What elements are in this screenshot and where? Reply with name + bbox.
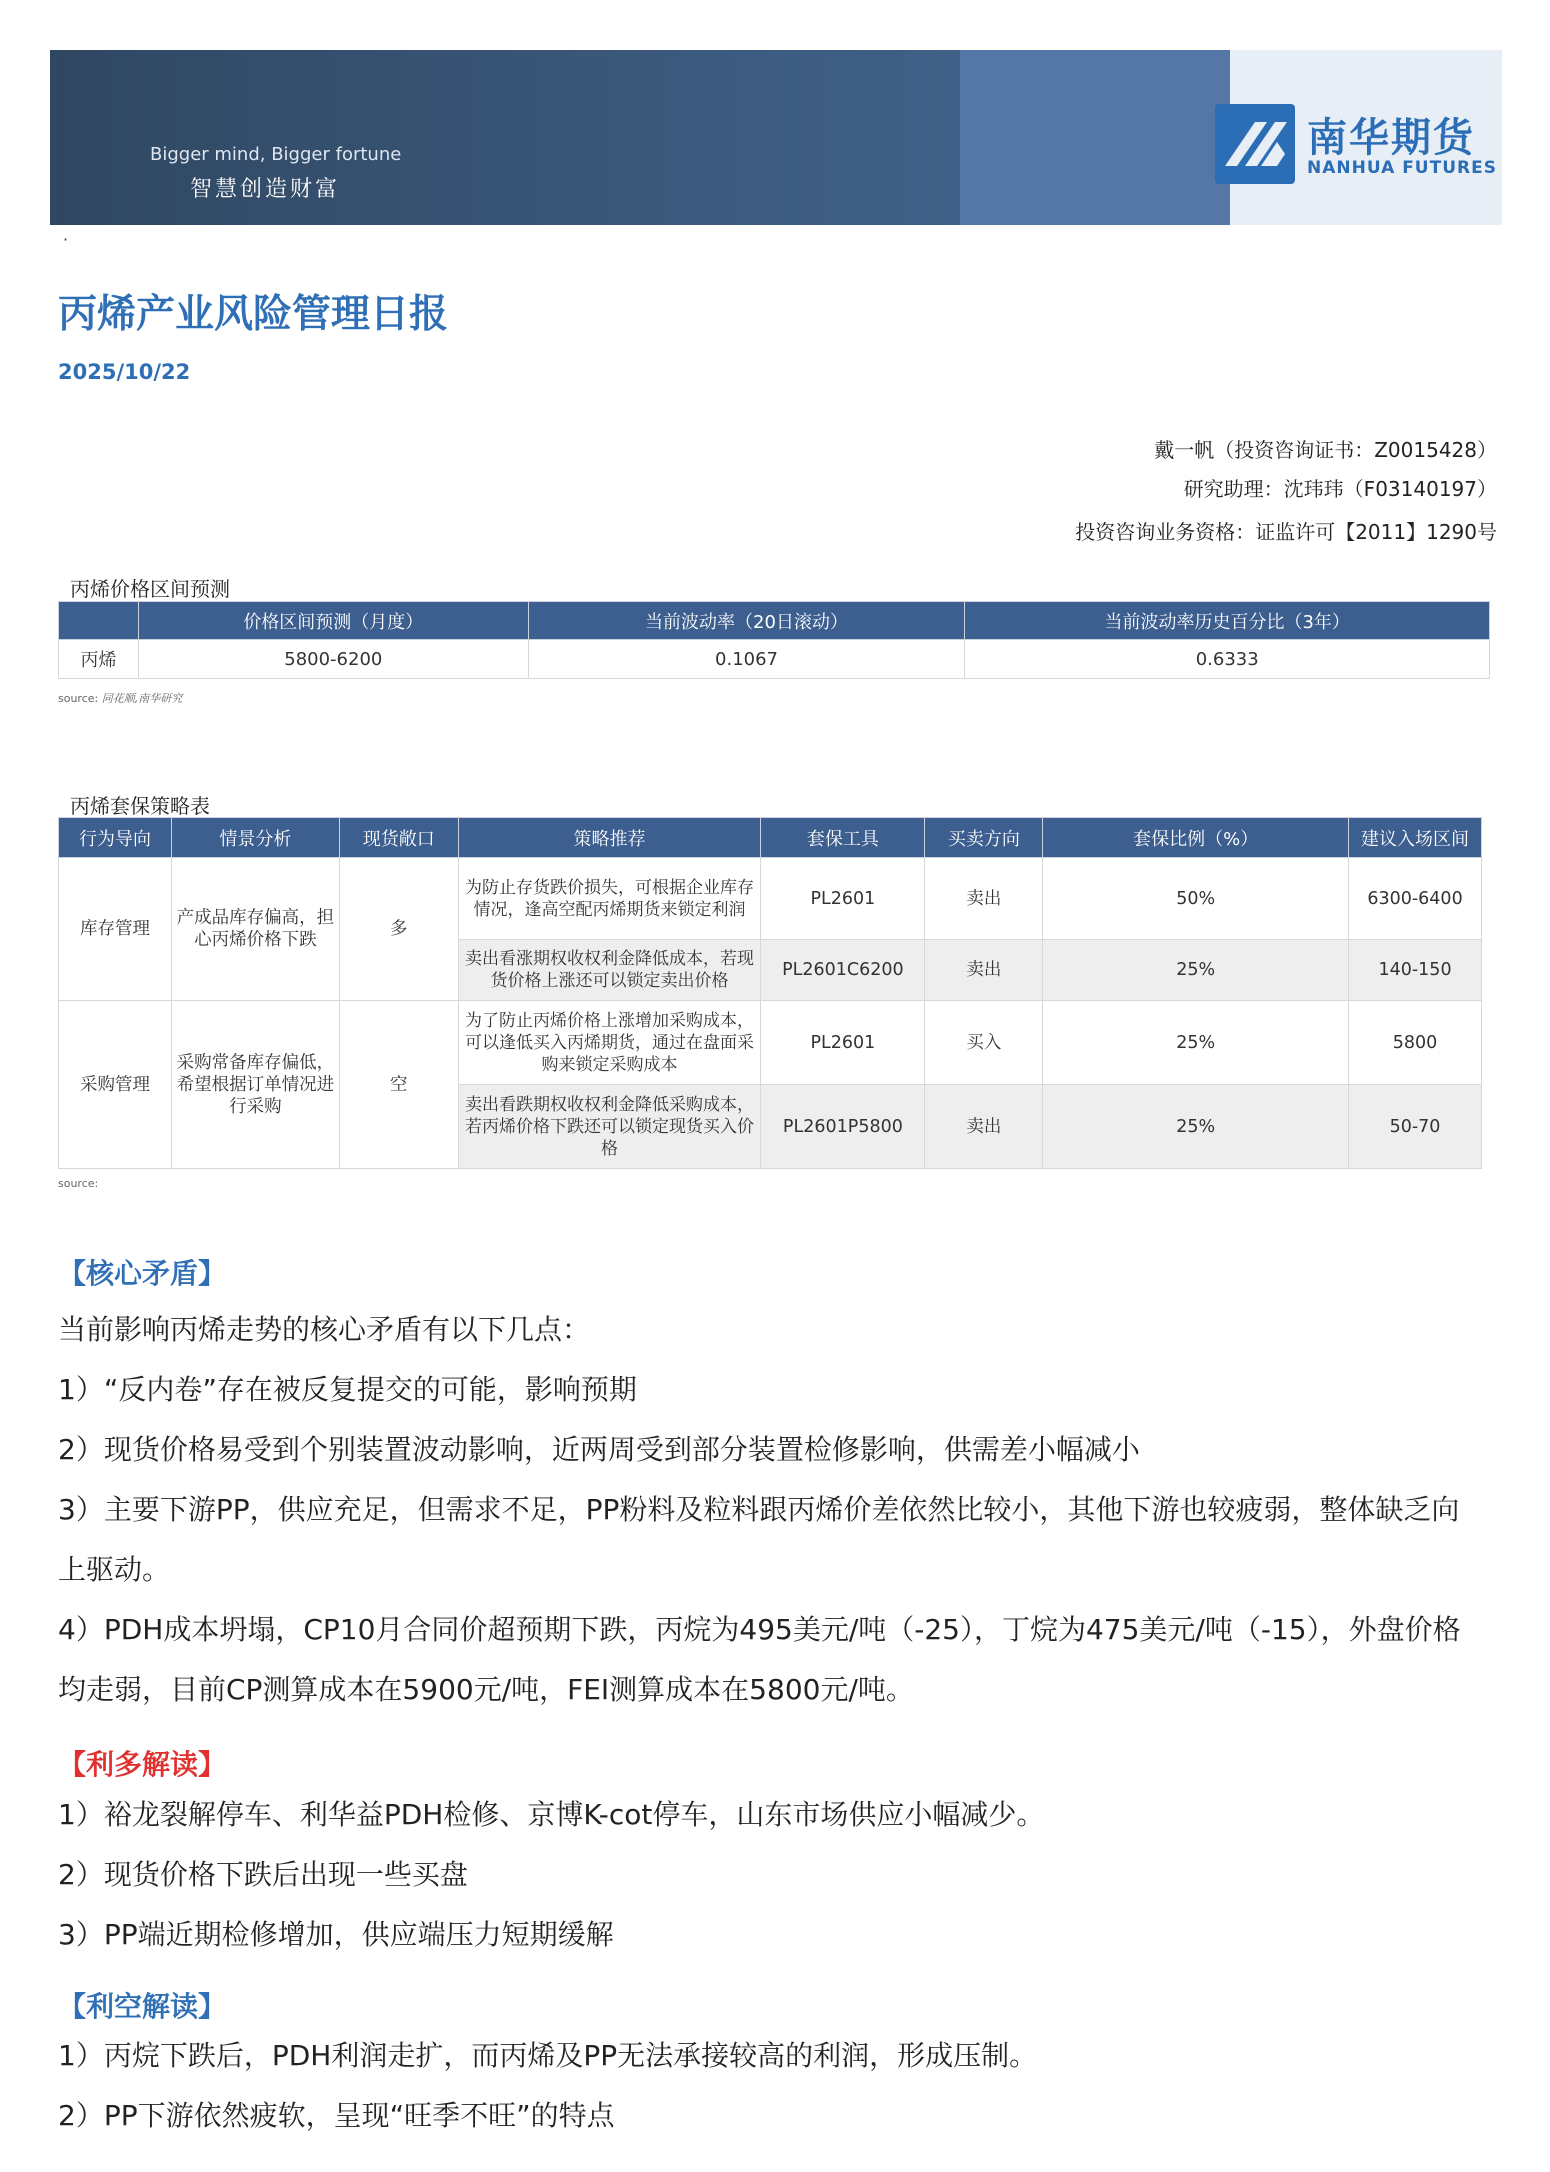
core-intro: 当前影响丙烯走势的核心矛盾有以下几点： [58, 1313, 591, 1346]
range-cell: 140-150 [1349, 940, 1482, 1001]
table-header-row [59, 602, 1490, 640]
range-cell: 50-70 [1349, 1085, 1482, 1169]
tool-cell: PL2601P5800 [761, 1085, 925, 1169]
scenario-cell: 采购常备库存偏低，希望根据订单情况进行采购 [171, 1001, 339, 1169]
behavior-cell: 库存管理 [59, 858, 172, 1001]
table-header: 策略推荐 [458, 818, 761, 858]
section-heading-core: 【核心矛盾】 [58, 1257, 227, 1290]
price-table-caption: 丙烯价格区间预测 [70, 577, 230, 601]
hedge-table-source [58, 1177, 98, 1190]
direction-cell: 卖出 [925, 940, 1043, 1001]
core-point: 4）PDH成本坍塌，CP10月合同价超预期下跌，丙烷为495美元/吨（-25），丁烷为475美元/吨（-15），外盘价格均走弱，目前CP测算成本在5900元/吨，FEI测算成本在5800元/吨。 [58, 1613, 1461, 1706]
slogan-chinese: 智慧创造财富 [190, 177, 341, 202]
slogan-english: Bigger mind, Bigger fortune [150, 144, 402, 165]
bullish-point: 1）裕龙裂解停车、利华益PDH检修、京博K-cot停车，山东市场供应小幅减少。 [58, 1798, 1045, 1831]
core-point: 2）现货价格易受到个别装置波动影响，近两周受到部分装置检修影响，供需差小幅减小 [58, 1433, 1140, 1466]
logo-text-en: NANHUA FUTURES [1307, 158, 1497, 178]
scenario-cell: 产成品库存偏高，担心丙烯价格下跌 [171, 858, 339, 1001]
bullish-point: 2）现货价格下跌后出现一些买盘 [58, 1858, 468, 1891]
report-title: 丙烯产业风险管理日报 [58, 292, 449, 337]
table-header: 当前波动率（20日滚动） [528, 602, 965, 640]
behavior-cell: 采购管理 [59, 1001, 172, 1169]
strategy-cell: 为防止存货跌价损失，可根据企业库存情况，逢高空配丙烯期货来锁定利润 [458, 858, 761, 940]
table-header: 套保工具 [761, 818, 925, 858]
range-cell: 6300-6400 [1349, 858, 1482, 940]
table-header-row [59, 818, 1482, 858]
ratio-cell: 25% [1043, 1085, 1349, 1169]
strategy-cell: 为了防止丙烯价格上涨增加采购成本，可以逢低买入丙烯期货，通过在盘面采购来锁定采购成本 [458, 1001, 761, 1085]
table-header [59, 602, 139, 640]
author-analyst: 戴一帆（投资咨询证书：Z0015428） [1154, 438, 1497, 462]
exposure-cell: 多 [339, 858, 458, 1001]
table-row [59, 1001, 1482, 1085]
table-header: 行为导向 [59, 818, 172, 858]
tool-cell: PL2601 [761, 858, 925, 940]
table-header: 套保比例（%） [1043, 818, 1349, 858]
table-row [59, 858, 1482, 940]
table-cell: 0.6333 [965, 640, 1490, 679]
price-table-source [58, 690, 182, 706]
bearish-section-body [58, 2026, 1478, 2146]
table-header: 建议入场区间 [1349, 818, 1482, 858]
qualification-license: 投资咨询业务资格：证监许可【2011】1290号 [1075, 520, 1497, 544]
author-assistant: 研究助理：沈玮玮（F03140197） [1183, 477, 1497, 501]
tool-cell: PL2601C6200 [761, 940, 925, 1001]
core-section-body [58, 1300, 1478, 1720]
report-date: 2025/10/22 [58, 360, 191, 384]
bearish-point: 1）丙烷下跌后，PDH利润走扩，而丙烯及PP无法承接较高的利润，形成压制。 [58, 2039, 1038, 2072]
exposure-cell: 空 [339, 1001, 458, 1169]
source-text: 同花顺,南华研究 [101, 692, 183, 705]
table-header: 买卖方向 [925, 818, 1043, 858]
company-logo [1215, 104, 1500, 184]
table-header: 价格区间预测（月度） [138, 602, 528, 640]
price-forecast-table [58, 601, 1490, 679]
bullish-section-body [58, 1785, 1478, 1965]
table-cell: 5800-6200 [138, 640, 528, 679]
core-point: 3）主要下游PP，供应充足，但需求不足，PP粉料及粒料跟丙烯价差依然比较小，其他下游也较疲弱，整体缺乏向上驱动。 [58, 1493, 1460, 1586]
table-cell: 0.1067 [528, 640, 965, 679]
tool-cell: PL2601 [761, 1001, 925, 1085]
ratio-cell: 25% [1043, 1001, 1349, 1085]
range-cell: 5800 [1349, 1001, 1482, 1085]
bullish-point: 3）PP端近期检修增加，供应端压力短期缓解 [58, 1918, 614, 1951]
table-row [59, 640, 1490, 679]
source-label: source: [58, 692, 99, 705]
direction-cell: 买入 [925, 1001, 1043, 1085]
table-cell: 丙烯 [59, 640, 139, 679]
table-header: 情景分析 [171, 818, 339, 858]
strategy-cell: 卖出看跌期权收权利金降低采购成本，若丙烯价格下跌还可以锁定现货买入价格 [458, 1085, 761, 1169]
banner-band [960, 50, 1230, 225]
table-header: 当前波动率历史百分比（3年） [965, 602, 1490, 640]
ratio-cell: 50% [1043, 858, 1349, 940]
section-heading-bearish: 【利空解读】 [58, 1990, 227, 2023]
hedge-table-caption: 丙烯套保策略表 [70, 794, 210, 818]
direction-cell: 卖出 [925, 1085, 1043, 1169]
table-header: 现货敞口 [339, 818, 458, 858]
dot-mark: · [63, 230, 69, 249]
strategy-cell: 卖出看涨期权收权利金降低成本，若现货价格上涨还可以锁定卖出价格 [458, 940, 761, 1001]
ratio-cell: 25% [1043, 940, 1349, 1001]
logo-mark-icon [1215, 104, 1295, 184]
header-banner [50, 50, 1502, 225]
source-label: source: [58, 1177, 99, 1190]
logo-text-cn: 南华期货 [1307, 115, 1475, 161]
section-heading-bullish: 【利多解读】 [58, 1748, 227, 1781]
bearish-point: 2）PP下游依然疲软，呈现“旺季不旺”的特点 [58, 2099, 615, 2132]
direction-cell: 卖出 [925, 858, 1043, 940]
core-point: 1）“反内卷”存在被反复提交的可能，影响预期 [58, 1373, 637, 1406]
hedge-strategy-table [58, 817, 1482, 1169]
